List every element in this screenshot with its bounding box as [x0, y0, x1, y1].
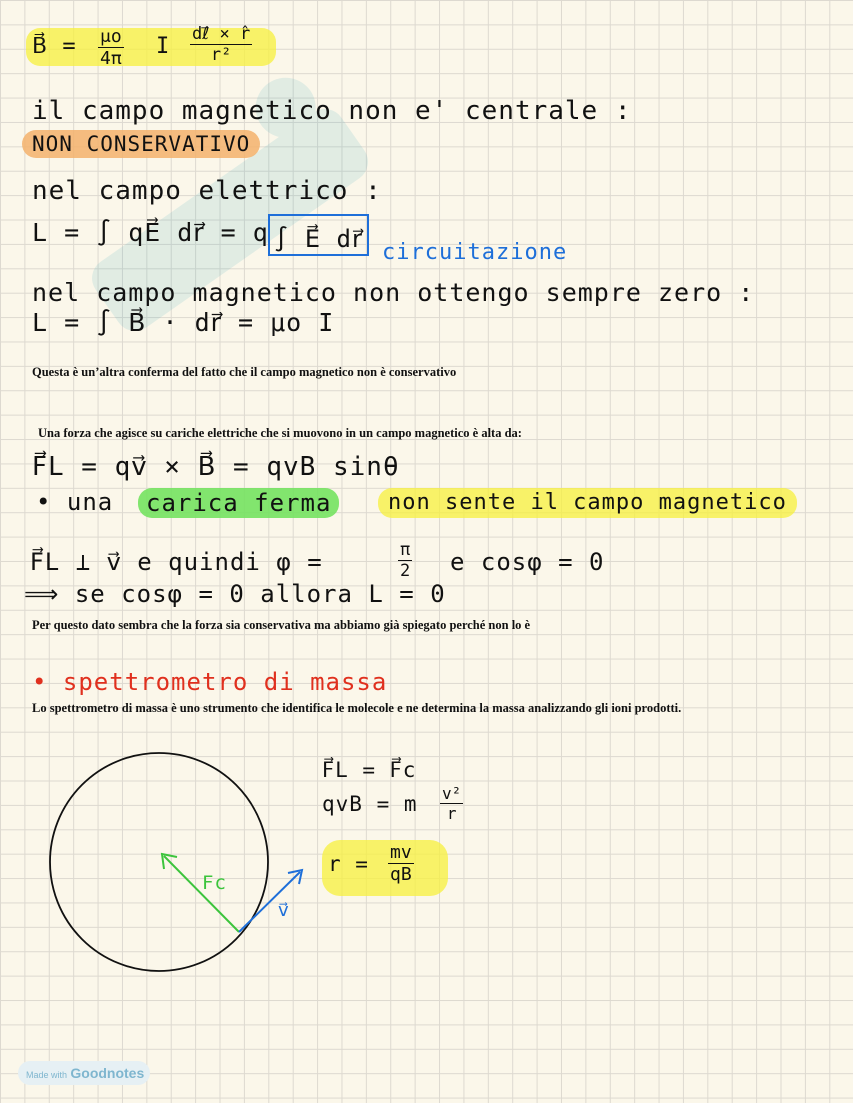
bullet-una: • una	[36, 488, 114, 516]
boxed-integral: ∫ E⃗ dr⃗	[268, 214, 369, 256]
orbit-circle	[50, 753, 268, 971]
circular-orbit-diagram	[40, 740, 360, 1000]
v-label: v⃗	[278, 900, 290, 921]
goodnotes-badge	[18, 1061, 150, 1085]
coef-numerator: μo	[100, 26, 122, 47]
lorentz-formula: F⃗L = qv⃗ × B⃗ = qvB sinθ	[32, 452, 400, 482]
biot-savart-fraction	[190, 24, 252, 65]
printed-text-1: Questa è un’altra conferma del fatto che il campo magnetico non è conservativo	[32, 365, 457, 379]
r-denominator: r	[446, 804, 457, 823]
biot-savart-lhs: B⃗ =	[32, 34, 77, 59]
non-conservativo-label: NON CONSERVATIVO	[22, 130, 260, 158]
fraction-numerator: dℓ⃗ × r̂	[192, 24, 251, 44]
printed-text-3: Per questo dato sembra che la forza sia conservativa ma abbiamo già spiegato perché non lo è	[32, 618, 531, 632]
printed-text-2: Una forza che agisce su cariche elettriche che si muovono in un campo magnetico è alta da:	[38, 426, 522, 440]
magnetic-field-line: nel campo magnetico non ottengo sempre zero :	[32, 278, 755, 307]
perp-line-2: ⟹ se cosφ = 0 allora L = 0	[24, 580, 446, 608]
v-squared-over-r	[440, 784, 463, 823]
perp-line-1-tail: e cosφ = 0	[450, 548, 605, 576]
qb-denominator: qB	[390, 864, 412, 885]
carica-ferma-label: carica ferma	[138, 488, 339, 518]
coef-denominator: 4π	[100, 48, 122, 69]
pi-over-2	[398, 540, 412, 581]
radius-derivation-eq: qvB = m	[322, 792, 418, 816]
v2-numerator: v²	[442, 784, 462, 803]
fc-label: Fc	[202, 872, 227, 894]
force-balance-eq: F⃗L = F⃗c	[322, 758, 417, 782]
mv-numerator: mv	[390, 842, 412, 863]
force-fc-arrow	[164, 856, 239, 932]
two-denominator: 2	[400, 561, 411, 581]
radius-result-lhs: r =	[328, 852, 369, 876]
pi-numerator: π	[400, 540, 411, 560]
electric-field-line: nel campo elettrico :	[32, 176, 382, 206]
goodnotes-brand: Goodnotes	[70, 1065, 145, 1081]
non-sente-label: non sente il campo magnetico	[378, 488, 797, 518]
fraction-denominator: r²	[210, 45, 232, 65]
perp-line-1: F⃗L ⊥ v⃗ e quindi φ =	[30, 548, 323, 576]
work-magnetic-line: L = ∫ B⃗ · dr⃗ = μo I	[32, 308, 335, 337]
work-electric-line: L = ∫ qE⃗ dr⃗ = q	[32, 218, 269, 247]
radius-result-fraction	[388, 842, 414, 885]
not-central-line: il campo magnetico non e' centrale :	[32, 96, 632, 126]
biot-savart-current: I	[156, 34, 171, 59]
biot-savart-coef	[98, 26, 124, 69]
spectrometer-heading: • spettrometro di massa	[32, 668, 388, 696]
velocity-arrow	[239, 872, 300, 932]
spectrometer-description: Lo spettrometro di massa è uno strumento che identifica le molecole e ne determina la massa analizzando gli ioni prodotti.	[32, 701, 682, 715]
circuitazione-label: circuitazione	[382, 240, 568, 265]
made-with-text: Made with	[26, 1070, 68, 1080]
